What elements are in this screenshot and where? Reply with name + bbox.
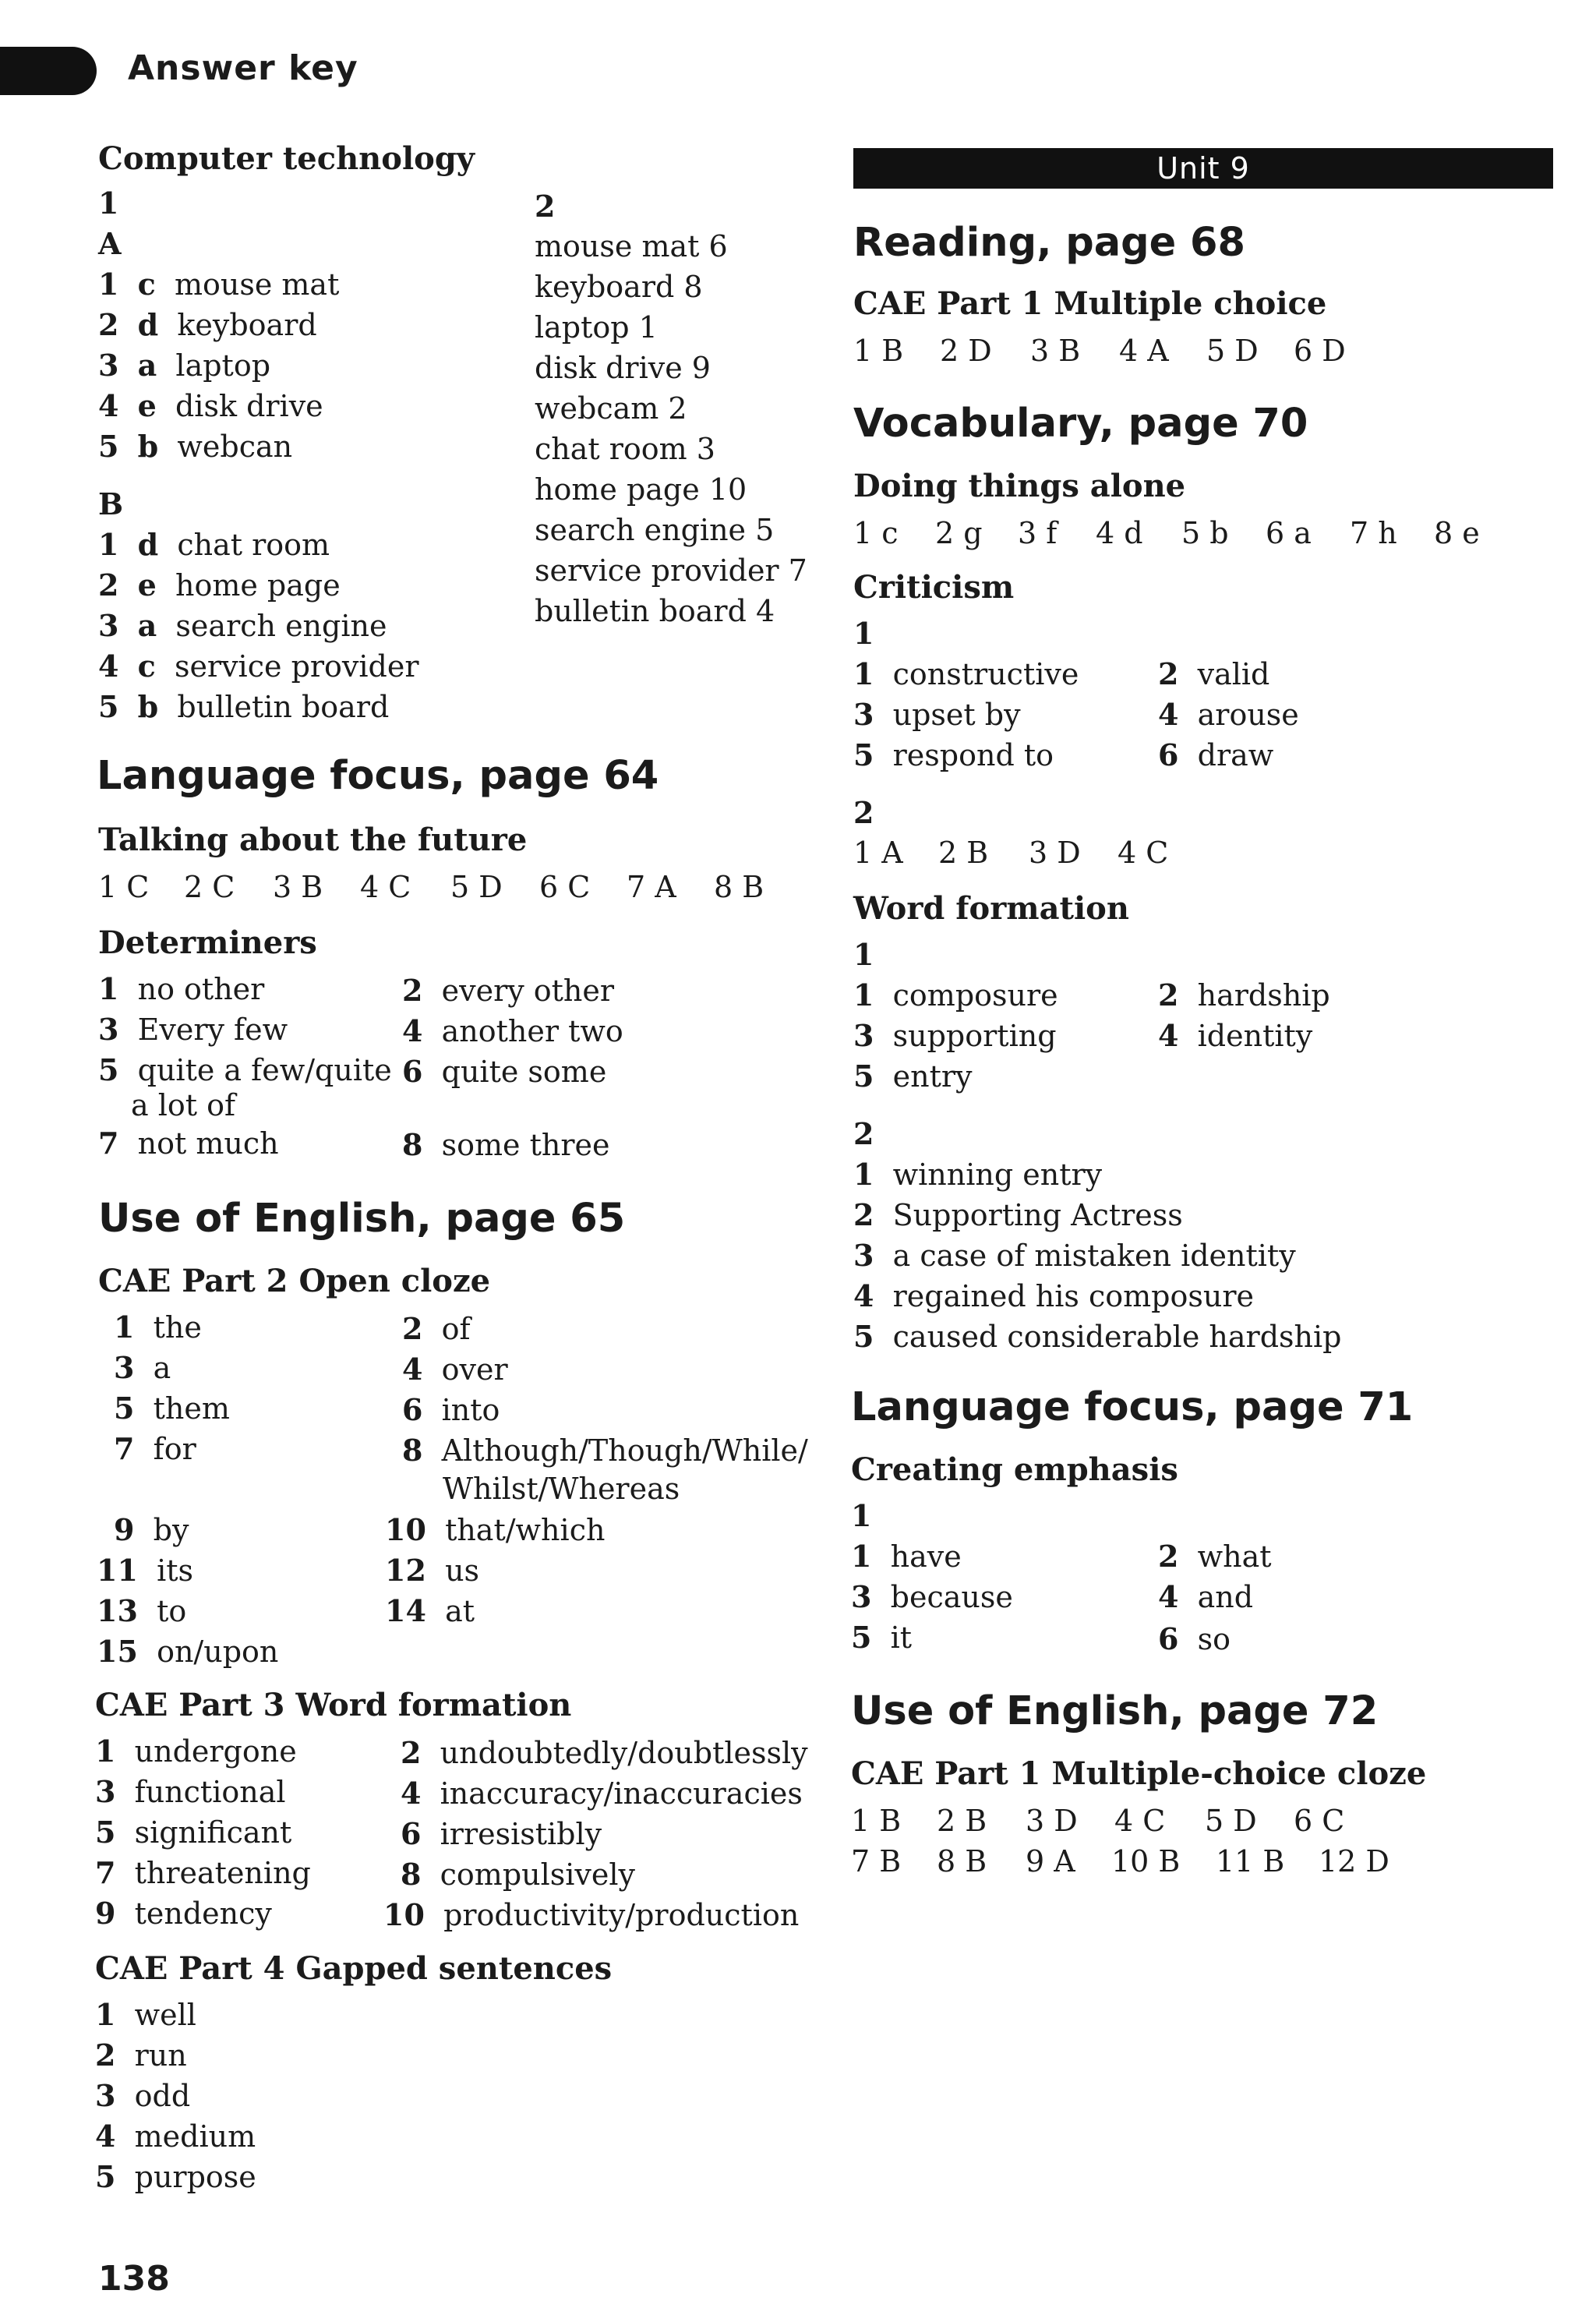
list-item: 6 so [1158,1621,1231,1656]
list-item: 5 quite a few/quite [98,1052,392,1087]
answer-item: 6 a [1266,516,1312,550]
answer-item: 6 C [539,870,591,904]
list-item: 3 odd [95,2078,191,2113]
answer-item: 2 D [940,334,992,368]
list-item: 6 irresistibly [401,1816,602,1851]
cae-part1-mc-cloze-title: CAE Part 1 Multiple-choice cloze [851,1755,1427,1792]
list-item: 10 that/which [385,1512,606,1547]
list-item: home page 10 [535,472,747,507]
answer-item: 2 g [935,516,983,550]
list-item: search engine 5 [535,513,775,547]
list-item: 14 at [385,1593,475,1628]
list-item: 11 its [97,1553,193,1588]
list-item: 10 productivity/production [383,1897,800,1932]
answer-item: 1 A [853,836,903,870]
emphasis-ex1-label: 1 [851,1498,872,1533]
list-item: 2 undoubtedly/doubtlessly [401,1735,808,1770]
ct-ex2-label: 2 [535,189,556,224]
list-item: 1 well [95,1997,196,2032]
answer-item: 4 C [1114,1804,1166,1838]
list-item: 3 a [114,1350,171,1385]
ct-sub-b: B [98,486,124,521]
list-item: webcam 2 [535,391,687,426]
answer-item: 4 d [1096,516,1143,550]
answer-item: 7 h [1350,516,1397,550]
list-item: 6 draw [1158,737,1274,772]
list-item: 4 e disk drive [98,388,323,423]
list-item: 3 a laptop [98,348,271,383]
list-item: 5 b webcan [98,429,293,464]
answer-item: 5 D [1205,1804,1257,1838]
cae-part3-title: CAE Part 3 Word formation [95,1687,572,1723]
answer-item: 1 c [853,516,899,550]
list-item: 2 e home page [98,567,341,603]
answer-item: 2 B [937,1804,987,1838]
list-item: 1 no other [98,971,265,1006]
reading-68-title: Reading, page 68 [853,220,1245,266]
page-header: Answer key [128,48,358,88]
list-item: 4 arouse [1158,697,1299,732]
list-item: 4 regained his composure [853,1278,1255,1313]
answer-item: 8 e [1434,516,1480,550]
list-item: 2 run [95,2037,187,2073]
answer-item: 5 D [1206,334,1259,368]
answer-item: 4 C [1118,836,1169,870]
list-item: laptop 1 [535,310,658,345]
criticism-ex1-label: 1 [853,616,874,651]
list-item: disk drive 9 [535,351,711,385]
list-item: 8 compulsively [401,1857,636,1892]
list-item: 5 respond to [853,737,1054,772]
list-item: 6 into [402,1392,500,1427]
list-item: 2 of [402,1311,471,1346]
answer-item: 5 D [450,870,503,904]
answer-item: 7 B [851,1844,902,1878]
answer-item: 3 B [273,870,323,904]
answer-item: 3 D [1026,1804,1078,1838]
list-item: 5 purpose [95,2159,256,2194]
list-item: keyboard 8 [535,270,703,304]
list-item: 13 to [97,1593,187,1628]
answer-item: 7 A [627,870,676,904]
list-item: bulletin board 4 [535,594,775,628]
answer-item: 3 B [1030,334,1081,368]
list-item: 5 entry [853,1059,973,1094]
list-item: 4 and [1158,1579,1254,1614]
list-item: 5 them [114,1391,230,1426]
wf-ex1-label: 1 [853,937,874,972]
list-item: 7 threatening [95,1855,311,1890]
cae-part4-title: CAE Part 4 Gapped sentences [95,1950,613,1987]
list-item: 4 medium [95,2119,256,2154]
list-item: 2 d keyboard [98,307,317,342]
list-item: 4 over [402,1352,508,1387]
list-item: 8 Although/Though/While/ [402,1433,808,1468]
list-item: 2 Supporting Actress [853,1197,1183,1232]
answer-item: 1 B [851,1804,902,1838]
unit-banner: Unit 9 [853,148,1553,189]
list-item: 2 valid [1158,656,1270,691]
answer-item: 8 B [937,1844,987,1878]
list-item-continuation: Whilst/Whereas [443,1472,680,1506]
answer-item: 6 C [1294,1804,1345,1838]
list-item: 3 supporting [853,1018,1057,1053]
list-item: 4 identity [1158,1018,1313,1053]
criticism-title: Criticism [853,569,1015,606]
list-item: 12 us [385,1553,480,1588]
list-item: 9 by [114,1512,189,1547]
use-of-english-72-title: Use of English, page 72 [851,1688,1379,1734]
list-item: 2 every other [402,973,615,1008]
answer-item: 4 A [1119,334,1169,368]
list-item: 1 the [114,1309,202,1345]
list-item: mouse mat 6 [535,229,728,263]
computer-technology-title: Computer technology [98,140,475,177]
list-item: 3 a search engine [98,608,387,643]
creating-emphasis-title: Creating emphasis [851,1451,1178,1488]
list-item: 2 what [1158,1539,1272,1574]
list-item-continuation: a lot of [131,1088,236,1122]
answer-item: 3 D [1029,836,1081,870]
header-tab-marker [0,47,97,95]
list-item: 1 composure [853,977,1058,1013]
answer-item: 10 B [1111,1844,1181,1878]
list-item: 3 upset by [853,697,1021,732]
list-item: 5 significant [95,1815,292,1850]
list-item: service provider 7 [535,553,807,588]
determiners-title: Determiners [98,924,317,961]
list-item: 9 tendency [95,1896,272,1931]
list-item: 2 hardship [1158,977,1330,1013]
language-focus-71-title: Language focus, page 71 [851,1384,1414,1430]
answer-item: 9 A [1026,1844,1075,1878]
answer-item: 2 C [184,870,235,904]
cae-part2-title: CAE Part 2 Open cloze [98,1263,491,1299]
language-focus-64-title: Language focus, page 64 [97,753,659,799]
answer-item: 4 C [360,870,411,904]
list-item: 5 it [851,1620,913,1655]
list-item: chat room 3 [535,432,715,466]
list-item: 3 functional [95,1774,286,1809]
list-item: 7 for [114,1431,196,1466]
talking-future-title: Talking about the future [98,822,528,858]
criticism-ex2-label: 2 [853,795,874,830]
list-item: 8 some three [402,1127,610,1162]
ct-ex1-label: 1 [98,186,119,221]
answer-item: 1 C [98,870,150,904]
list-item: 7 not much [98,1126,279,1161]
list-item: 6 quite some [402,1054,607,1089]
list-item: 15 on/upon [97,1634,279,1669]
list-item: 1 c mouse mat [98,267,340,302]
list-item: 4 another two [402,1013,623,1048]
answer-item: 11 B [1216,1844,1285,1878]
answer-item: 3 f [1018,516,1058,550]
list-item: 4 c service provider [98,649,419,684]
list-item: 1 d chat room [98,527,330,562]
page-number: 138 [98,2259,170,2299]
list-item: 5 caused considerable hardship [853,1319,1342,1354]
ct-sub-a: A [98,226,122,261]
list-item: 1 winning entry [853,1157,1103,1192]
list-item: 1 undergone [95,1734,297,1769]
vocabulary-70-title: Vocabulary, page 70 [853,401,1308,447]
list-item: 3 a case of mistaken identity [853,1238,1296,1273]
list-item: 1 constructive [853,656,1079,691]
use-of-english-65-title: Use of English, page 65 [98,1196,626,1242]
answer-item: 6 D [1294,334,1346,368]
reading-sub: CAE Part 1 Multiple choice [853,285,1327,322]
answer-item: 2 B [938,836,989,870]
answer-item: 1 B [853,334,904,368]
list-item: 4 inaccuracy/inaccuracies [401,1776,803,1811]
list-item: 3 because [851,1579,1013,1614]
answer-item: 5 b [1181,516,1229,550]
answer-item: 8 B [714,870,764,904]
word-formation-title: Word formation [853,890,1129,927]
doing-things-alone-title: Doing things alone [853,468,1186,504]
answer-item: 12 D [1319,1844,1389,1878]
list-item: 5 b bulletin board [98,689,390,724]
list-item: 1 have [851,1539,962,1574]
list-item: 3 Every few [98,1012,288,1047]
wf-ex2-label: 2 [853,1116,874,1151]
